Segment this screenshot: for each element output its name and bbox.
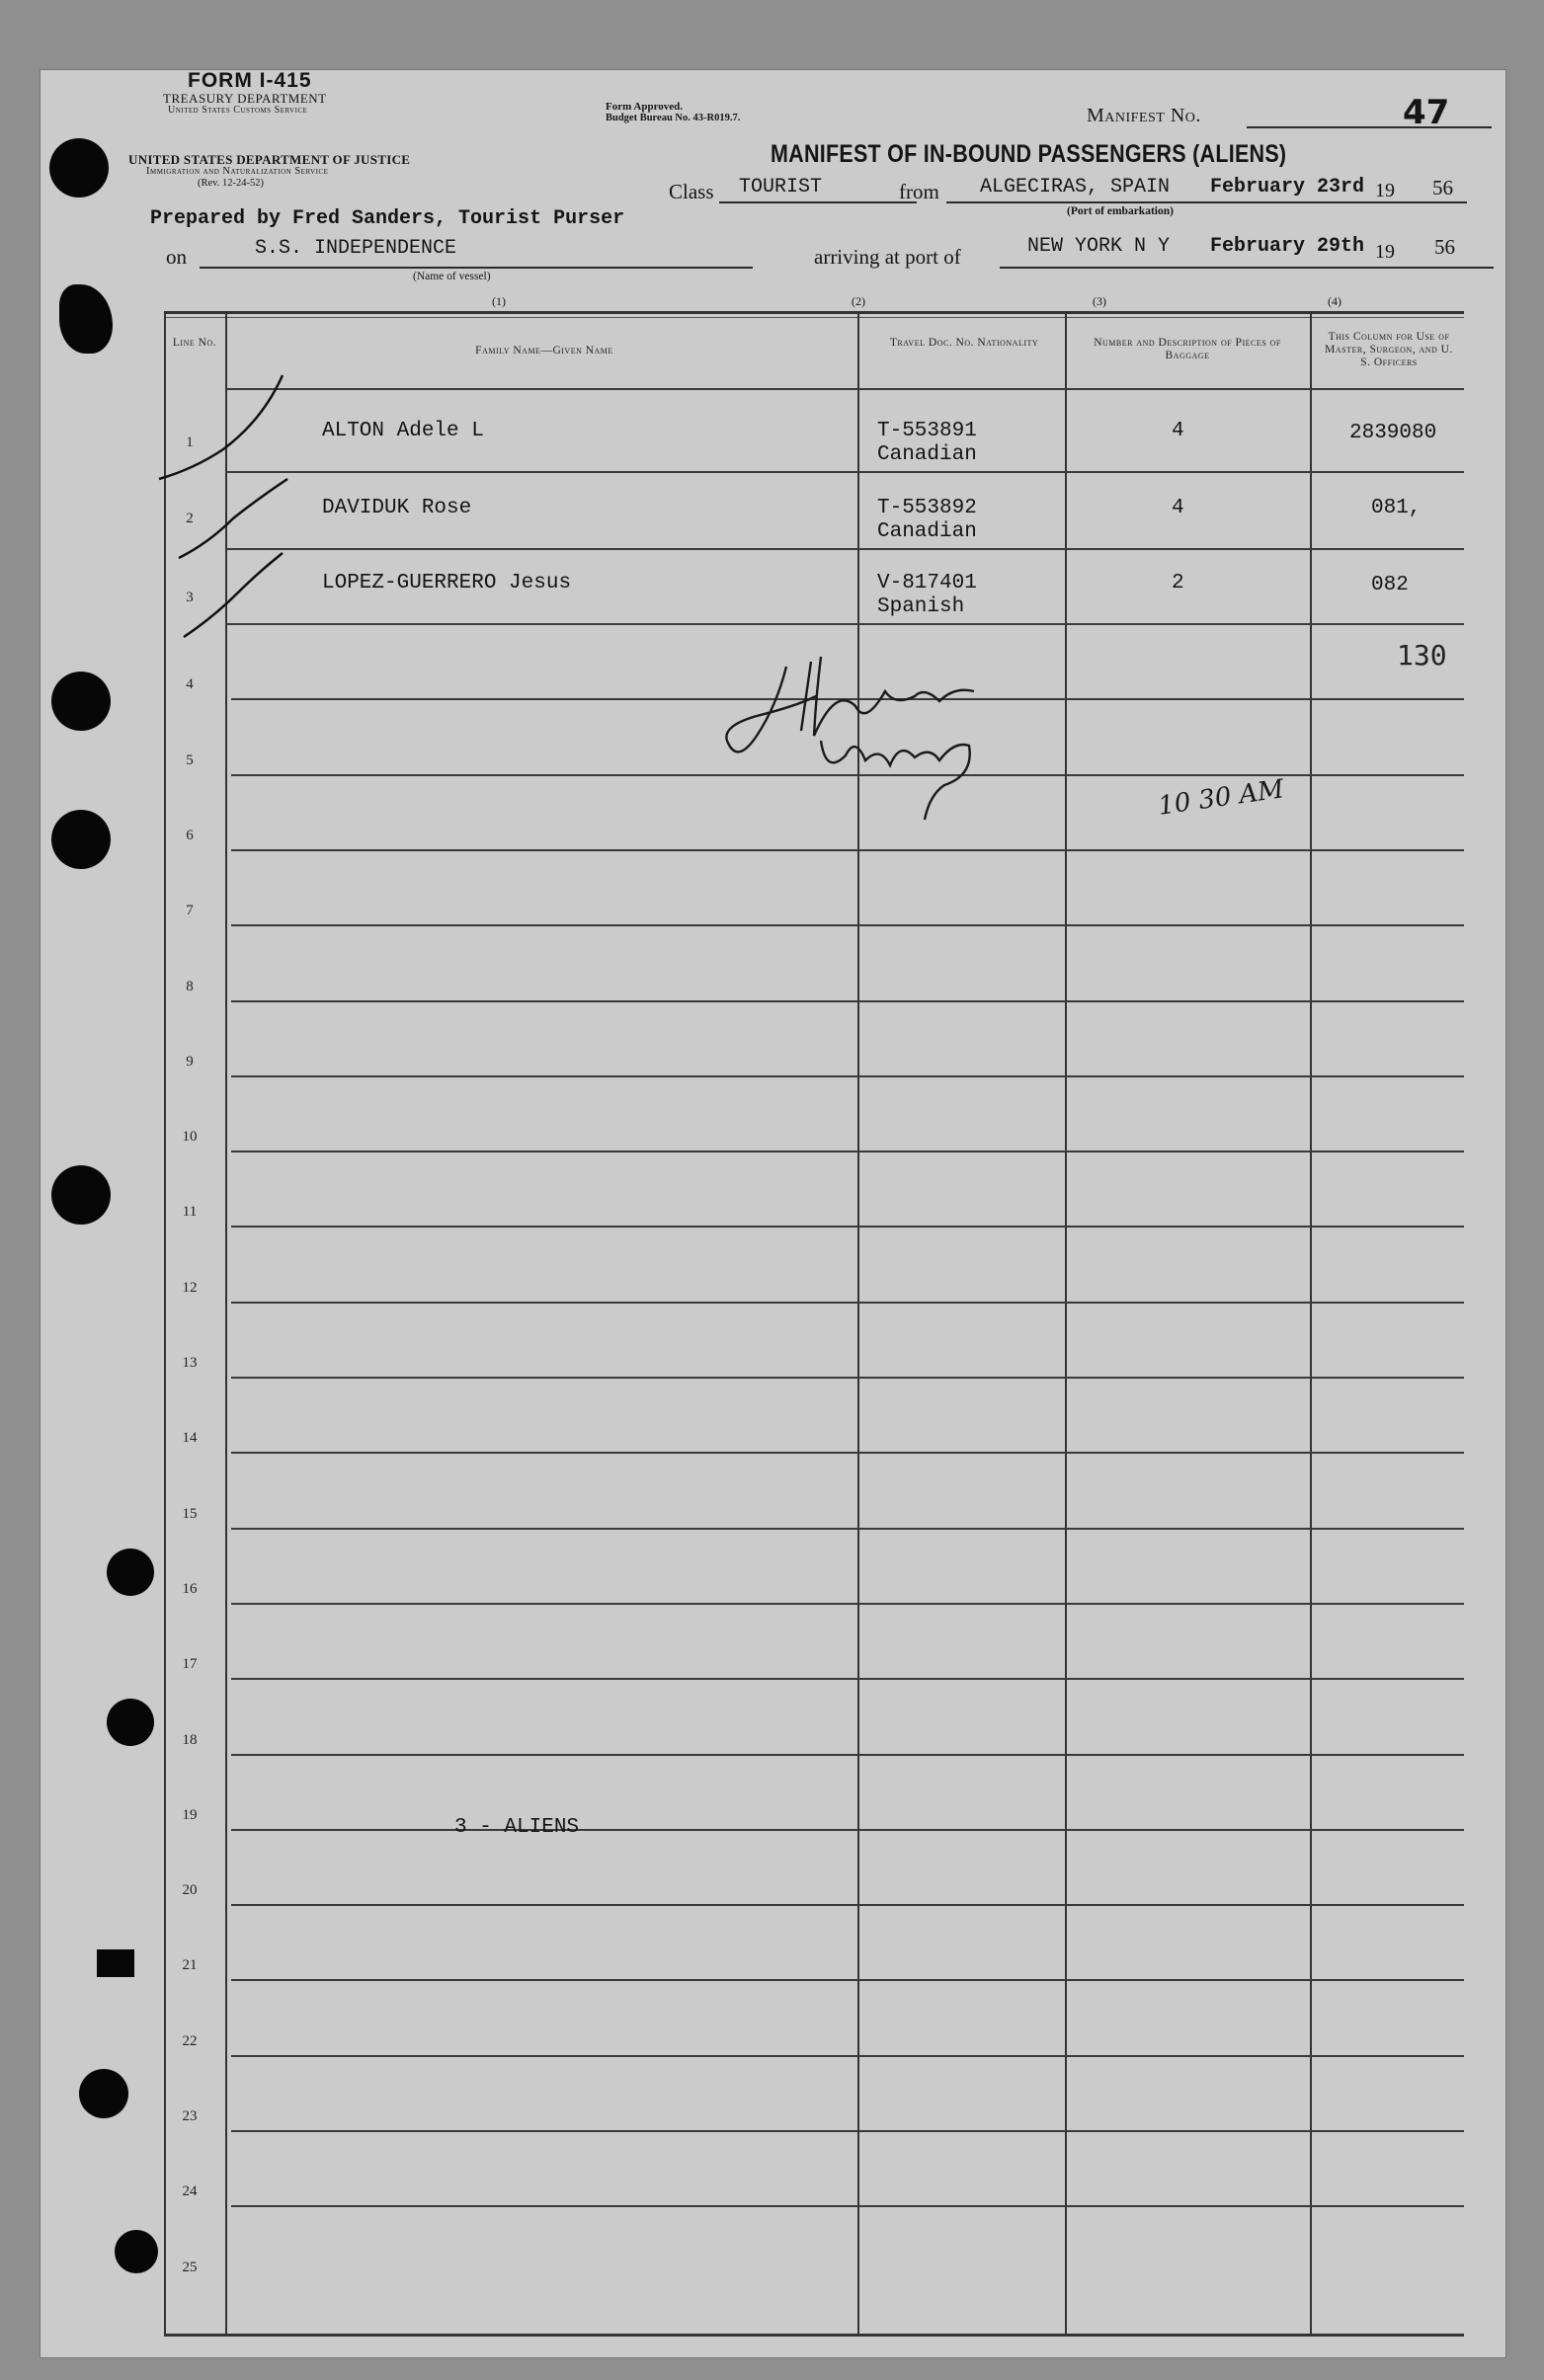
- class-value: TOURIST: [739, 176, 823, 198]
- vessel-name: S.S. INDEPENDENCE: [255, 237, 457, 260]
- punch-hole: [51, 1165, 111, 1225]
- departure-date: February 23rd: [1210, 176, 1365, 198]
- treasury-dept: TREASURY DEPARTMENT: [163, 91, 327, 106]
- manifest-page: [40, 69, 1506, 2358]
- line-number: 12: [182, 1279, 198, 1296]
- col-num-1: (1): [492, 294, 506, 308]
- port-caption: (Port of embarkation): [1067, 205, 1174, 217]
- line-number: 17: [182, 1656, 198, 1673]
- travel-doc-number: T-553891: [877, 420, 977, 442]
- passenger-name: DAVIDUK Rose: [322, 497, 472, 519]
- line-number: 5: [186, 752, 194, 768]
- col-num-4: (4): [1328, 294, 1341, 308]
- binding-mark: [97, 1949, 134, 1977]
- budget-bureau: Budget Bureau No. 43-R019.7.: [606, 113, 741, 123]
- form-revision: (Rev. 12-24-52): [198, 178, 264, 189]
- dept-of-justice: UNITED STATES DEPARTMENT OF JUSTICE: [128, 152, 411, 167]
- line-number: 19: [182, 1806, 198, 1823]
- line-number: 22: [182, 2032, 198, 2049]
- passenger-table: [164, 311, 1464, 2336]
- header-family-name: Family Name—Given Name: [475, 345, 613, 357]
- line-number: 15: [182, 1505, 198, 1522]
- arrival-year-prefix: 19: [1375, 241, 1395, 263]
- nationality: Canadian: [877, 520, 977, 543]
- punch-hole: [79, 2069, 128, 2118]
- passenger-name: ALTON Adele L: [322, 420, 484, 442]
- punch-hole: [107, 1699, 154, 1746]
- passenger-name: LOPEZ-GUERRERO Jesus: [322, 572, 572, 595]
- manifest-no-label: Manifest No.: [1087, 105, 1201, 126]
- officer-note: 082: [1371, 574, 1409, 596]
- from-label: from: [899, 180, 939, 203]
- vessel-caption: (Name of vessel): [413, 271, 491, 282]
- line-number: 14: [182, 1430, 198, 1447]
- col-num-3: (3): [1093, 294, 1106, 308]
- arriving-label: arriving at port of: [814, 245, 961, 269]
- baggage-count: 4: [1172, 497, 1184, 519]
- form-number: FORM I-415: [188, 69, 312, 92]
- port-of-embarkation: ALGECIRAS, SPAIN: [980, 176, 1171, 198]
- line-number: 4: [186, 676, 194, 693]
- officer-signature: [717, 647, 1014, 825]
- line-number: 10: [182, 1129, 198, 1146]
- punch-hole: [51, 672, 111, 731]
- ins-service: Immigration and Naturalization Service: [146, 166, 329, 177]
- departure-year: 56: [1432, 176, 1453, 199]
- line-number: 25: [182, 2259, 198, 2275]
- form-approved: Form Approved.: [606, 101, 684, 113]
- line-number: 3: [186, 590, 194, 605]
- prepared-by: Prepared by Fred Sanders, Tourist Purser: [150, 207, 625, 230]
- header-travel-doc: Travel Doc. No. Nationality: [889, 337, 1039, 349]
- officer-count: 130: [1397, 639, 1447, 672]
- class-label: Class: [669, 180, 714, 203]
- arrival-year: 56: [1434, 235, 1455, 259]
- aliens-total: 3 - ALIENS: [454, 1816, 580, 1839]
- check-marks: [154, 370, 302, 647]
- customs-service: United States Customs Service: [168, 105, 308, 116]
- arrival-port: NEW YORK N Y: [1027, 235, 1171, 258]
- line-number: 16: [182, 1580, 198, 1597]
- line-number: 13: [182, 1355, 198, 1371]
- on-label: on: [166, 245, 187, 269]
- line-number: 24: [182, 2183, 198, 2200]
- arrival-time-note: 10 30 AM: [1156, 774, 1286, 822]
- line-number: 11: [182, 1204, 198, 1221]
- line-number: 8: [186, 978, 194, 994]
- baggage-count: 2: [1172, 572, 1184, 595]
- manifest-number: 47: [1403, 93, 1450, 132]
- punch-hole: [115, 2230, 158, 2273]
- manifest-title: MANIFEST OF IN-BOUND PASSENGERS (ALIENS): [771, 140, 1287, 168]
- nationality: Spanish: [877, 595, 965, 618]
- header-officers-use: This Column for Use of Master, Surgeon, and U. S. Officers: [1325, 331, 1453, 368]
- travel-doc-number: V-817401: [877, 572, 977, 595]
- punch-hole: [51, 810, 111, 869]
- officer-note: 081,: [1371, 497, 1422, 519]
- header-line-no: Line No.: [172, 337, 217, 349]
- col-num-2: (2): [852, 294, 865, 308]
- punch-hole: [49, 138, 109, 198]
- line-number: 1: [186, 435, 194, 450]
- header-baggage: Number and Description of Pieces of Baggage: [1094, 337, 1281, 361]
- line-number: 23: [182, 2108, 198, 2124]
- line-number: 20: [182, 1882, 198, 1899]
- line-number: 18: [182, 1731, 198, 1748]
- nationality: Canadian: [877, 443, 977, 466]
- baggage-count: 4: [1172, 420, 1184, 442]
- line-number: 6: [186, 827, 194, 843]
- line-number: 9: [186, 1053, 194, 1070]
- line-number: 7: [186, 903, 194, 919]
- line-number: 2: [186, 511, 194, 526]
- travel-doc-number: T-553892: [877, 497, 977, 519]
- line-number: 21: [182, 1957, 198, 1974]
- binding-mark: [59, 284, 113, 354]
- punch-hole: [107, 1548, 154, 1596]
- departure-year-prefix: 19: [1375, 180, 1395, 201]
- arrival-date: February 29th: [1210, 235, 1365, 258]
- officer-note: 2839080: [1349, 422, 1437, 444]
